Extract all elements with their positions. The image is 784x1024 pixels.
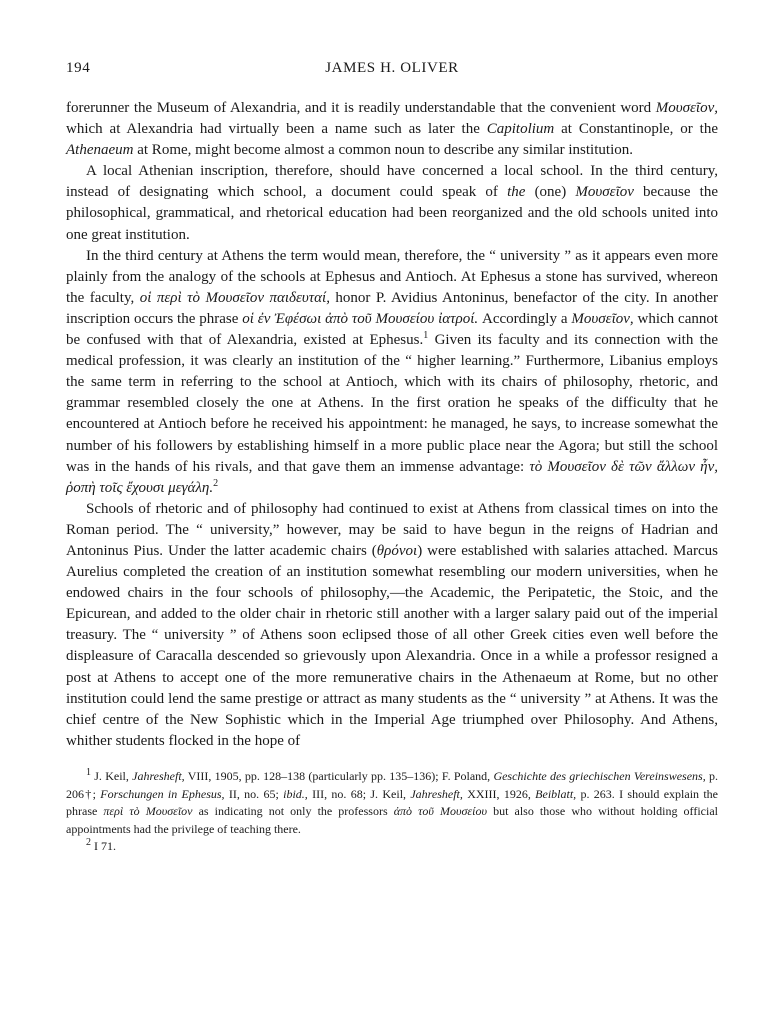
italic-text: οἱ ἐν Ἐφέσωι ἀπὸ τοῦ Μουσείου ἰατροί.	[242, 310, 479, 327]
text-run: A local Athenian inscription, therefore, should have concerned a local school. In the third century, instead of designating which school, a document could speak of	[66, 163, 718, 201]
page	[66, 60, 718, 856]
italic-text: Μουσεῖον,	[655, 100, 718, 116]
text-run: II, no. 65;	[224, 786, 284, 801]
body-text	[66, 98, 718, 752]
running-head-title: JAMES H. OLIVER	[325, 60, 459, 76]
text-run: as indicating not only the professors	[192, 804, 394, 819]
text-run: Given its faculty and its connection with the medical profession, it was clearly an institution of the “ higher learning.” Furthermore, Libanius employs the same term in referring to the school at Antioch, which with its chairs of philosophy, rhetoric, and grammar resembled closely the one at Athens. In the first oration he speaks of the difficulty that he encountered at Antioch before he received his appointment: he managed, he says, to increase somewhat the number of his followers by establishing himself in a more public place near the Agora; but still the school was in the hands of his rivals, and that gave them an immense advantage:	[66, 332, 718, 475]
paragraph	[66, 246, 718, 499]
italic-text: θρόνοι	[376, 542, 418, 559]
text-run: which cannot be confused with that of Alexandria, existed at Ephesus.	[66, 310, 719, 349]
paragraph	[66, 161, 718, 245]
text-run: Accordingly a	[478, 310, 572, 327]
text-run: Schools of rhetoric and of philosophy had continued to exist at Athens from classical times on into the Roman period. The “ university,” however, may be said to have begun in the reigns of Hadrian and Antoninus Pius. Under the latter academic chairs (	[66, 500, 718, 559]
text-run: (one)	[525, 184, 576, 201]
paragraph	[66, 98, 718, 161]
italic-text: Μουσεῖον,	[571, 310, 634, 327]
text-run: ) were established with salaries attached. Marcus Aurelius completed the creation of an institution somewhat resembling our modern universities, when he endowed chairs in the four schools of philosophy,—the Academic, the Peripatetic, the Stoic, and the Epicurean, and added to the older chair in rhetoric still another with a larger salary paid out of the imperial treasury. The “ university ” of Athens soon eclipsed those of all other Greek cities even well before the displeasure of Caracalla descended so grievously upon Alexandria. Once in a while a professor resigned a post at Athens to accept one of the more remunerative chairs in the Athenaeum at Rome, but no other institution could lend the same prestige or attract as many students as the “ university ” at Athens. It was the chief centre of the New Sophistic which in the Imperial Age triumphed over Philosophy. And Athens, whither students flocked in the hope of	[66, 542, 718, 749]
text-run: forerunner the Museum of Alexandria, and it is readily understandable that the convenient word	[66, 100, 656, 116]
italic-text: Forschungen in Ephesus,	[100, 786, 225, 801]
text-run: at Rome, might become almost a common noun to describe any similar institution.	[133, 142, 633, 159]
text-run: III, no. 68; J. Keil,	[307, 786, 411, 801]
footnote-marker: 1	[86, 766, 91, 778]
italic-text: Beiblatt,	[535, 786, 577, 801]
italic-text: Jahresheft,	[132, 768, 185, 783]
text-run: XXIII, 1926,	[462, 786, 536, 801]
italic-text: ibid.,	[283, 786, 308, 801]
italic-text: περὶ τὸ Μουσεῖον	[103, 804, 193, 819]
text-run: because the philosophical, grammatical, and rhetorical education had been reorganized and the old schools united into one great institution.	[66, 184, 718, 243]
italic-text: Capitolium	[486, 121, 555, 138]
footnote-marker: 1	[423, 330, 429, 342]
footnotes	[66, 768, 718, 856]
text-run: but also those who without holding official appointments had the privilege of teaching there.	[66, 804, 718, 836]
footnote	[66, 838, 718, 856]
paragraph	[66, 499, 718, 752]
text-run: In the third century at Athens the term would mean, therefore, the “ university ” as it appears even more plainly from the analogy of the schools at Ephesus and Antioch. At Ephesus a stone has survived, whereon the faculty,	[66, 247, 718, 306]
footnote-marker: 2	[86, 837, 91, 849]
text-run: VIII, 1905, pp. 128–138 (particularly pp. 135–136); F. Poland,	[184, 768, 494, 783]
italic-text: Athenaeum	[66, 142, 134, 159]
text-run: J. Keil,	[91, 768, 133, 783]
text-run: at Constantinople, or the	[554, 121, 718, 138]
italic-text: Jahresheft,	[410, 786, 463, 801]
running-head	[66, 60, 718, 84]
text-run: which at Alexandria had virtually been a name such as later the	[66, 121, 487, 138]
page-number: 194	[66, 60, 91, 76]
text-run: p. 263. I should explain the phrase	[66, 786, 719, 819]
italic-text: τὸ Μουσεῖον δὲ τῶν ἄλλων ἦν, ῥοπὴ τοῖς ἔχουσι μεγάλη.	[66, 458, 718, 496]
italic-text: Geschichte des griechischen Vereinswesens,	[493, 768, 706, 783]
italic-text: οἱ περὶ τὸ Μουσεῖον παιδευταί,	[139, 289, 330, 306]
italic-text: the	[507, 184, 526, 201]
italic-text: Μουσεῖον	[575, 184, 634, 201]
text-run: honor P. Avidius Antoninus, benefactor of the city. In another inscription occurs the phrase	[66, 289, 718, 327]
footnote-marker: 2	[213, 477, 219, 489]
text-run: I 71.	[91, 839, 116, 854]
italic-text: ἀπὸ τοῦ Μουσείου	[393, 804, 487, 819]
text-run: p. 206†;	[66, 768, 718, 801]
footnote	[66, 768, 718, 838]
